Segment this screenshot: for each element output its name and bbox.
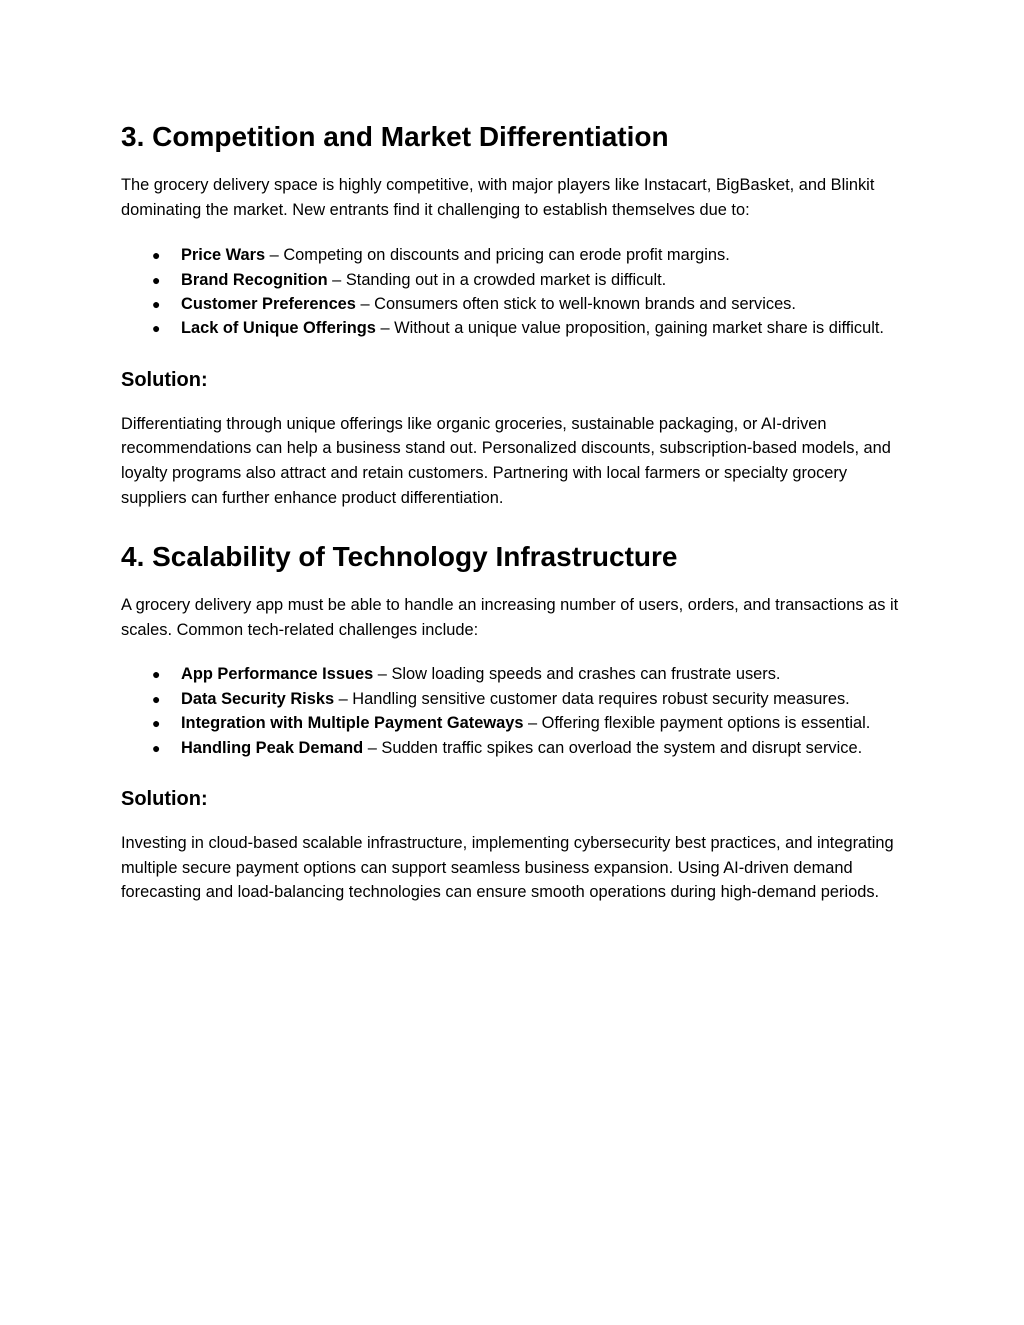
section-4-heading: 4. Scalability of Technology Infrastructure <box>121 541 678 573</box>
bullet-text: – Offering flexible payment options is essential. <box>523 714 871 733</box>
list-item <box>121 292 911 316</box>
bullet-term: App Performance Issues <box>181 665 374 684</box>
section-4-intro: A grocery delivery app must be able to handle an increasing number of users, orders, and transactions as it scales. Common tech-related challenges include: <box>121 596 899 639</box>
section-3-intro: The grocery delivery space is highly competitive, with major players like Instacart, BigBasket, and Blinkit dominating the market. New entrants find it challenging to establish themselves due to: <box>121 176 875 219</box>
bullet-icon: ● <box>152 666 161 683</box>
section-4-bullet-list <box>121 662 911 760</box>
document-page <box>121 0 911 905</box>
list-item <box>121 268 911 292</box>
bullet-text: – Competing on discounts and pricing can erode profit margins. <box>265 246 730 265</box>
bullet-icon: ● <box>152 271 161 288</box>
bullet-icon: ● <box>152 320 161 337</box>
bullet-term: Integration with Multiple Payment Gateways <box>181 714 524 733</box>
section-3-bullet-list <box>121 243 911 341</box>
bullet-text: – Standing out in a crowded market is difficult. <box>327 270 667 289</box>
section-4-solution-text: Investing in cloud-based scalable infrastructure, implementing cybersecurity best practices, and integrating multiple secure payment options can support seamless business expansion. Using AI-driven demand forecasting and load-balancing technologies can ensure smooth operations during high-demand periods. <box>121 834 894 902</box>
bullet-icon: ● <box>152 247 161 264</box>
list-item <box>121 736 911 760</box>
bullet-text: – Slow loading speeds and crashes can frustrate users. <box>373 665 781 684</box>
list-item <box>121 662 911 686</box>
bullet-term: Brand Recognition <box>181 270 328 289</box>
section-3-solution-text: Differentiating through unique offerings like organic groceries, sustainable packaging, or AI-driven recommendations can help a business stand out. Personalized discounts, subscription-based models, and loyalty programs also attract and retain customers. Partnering with local farmers or specialty grocery suppliers can further enhance product differentiation. <box>121 414 891 507</box>
bullet-icon: ● <box>152 715 161 732</box>
list-item <box>121 316 911 340</box>
bullet-text: – Without a unique value proposition, gaining market share is difficult. <box>375 319 884 338</box>
bullet-text: – Consumers often stick to well-known brands and services. <box>355 295 796 313</box>
bullet-icon: ● <box>152 296 161 312</box>
list-item <box>121 711 911 735</box>
list-item <box>121 243 911 267</box>
bullet-icon: ● <box>152 739 161 756</box>
list-item <box>121 687 911 711</box>
bullet-icon: ● <box>152 690 161 707</box>
section-4-solution-heading: Solution: <box>121 788 208 810</box>
bullet-term: Handling Peak Demand <box>181 738 364 757</box>
bullet-term: Customer Preferences <box>181 295 356 313</box>
section-3-heading: 3. Competition and Market Differentiation <box>121 121 669 152</box>
section-3-solution-heading: Solution: <box>121 368 208 391</box>
bullet-text: – Handling sensitive customer data requires robust security measures. <box>334 689 850 708</box>
bullet-term: Price Wars <box>181 246 266 265</box>
bullet-term: Data Security Risks <box>181 689 335 708</box>
bullet-text: – Sudden traffic spikes can overload the system and disrupt service. <box>363 738 863 757</box>
bullet-term: Lack of Unique Offerings <box>181 319 376 338</box>
